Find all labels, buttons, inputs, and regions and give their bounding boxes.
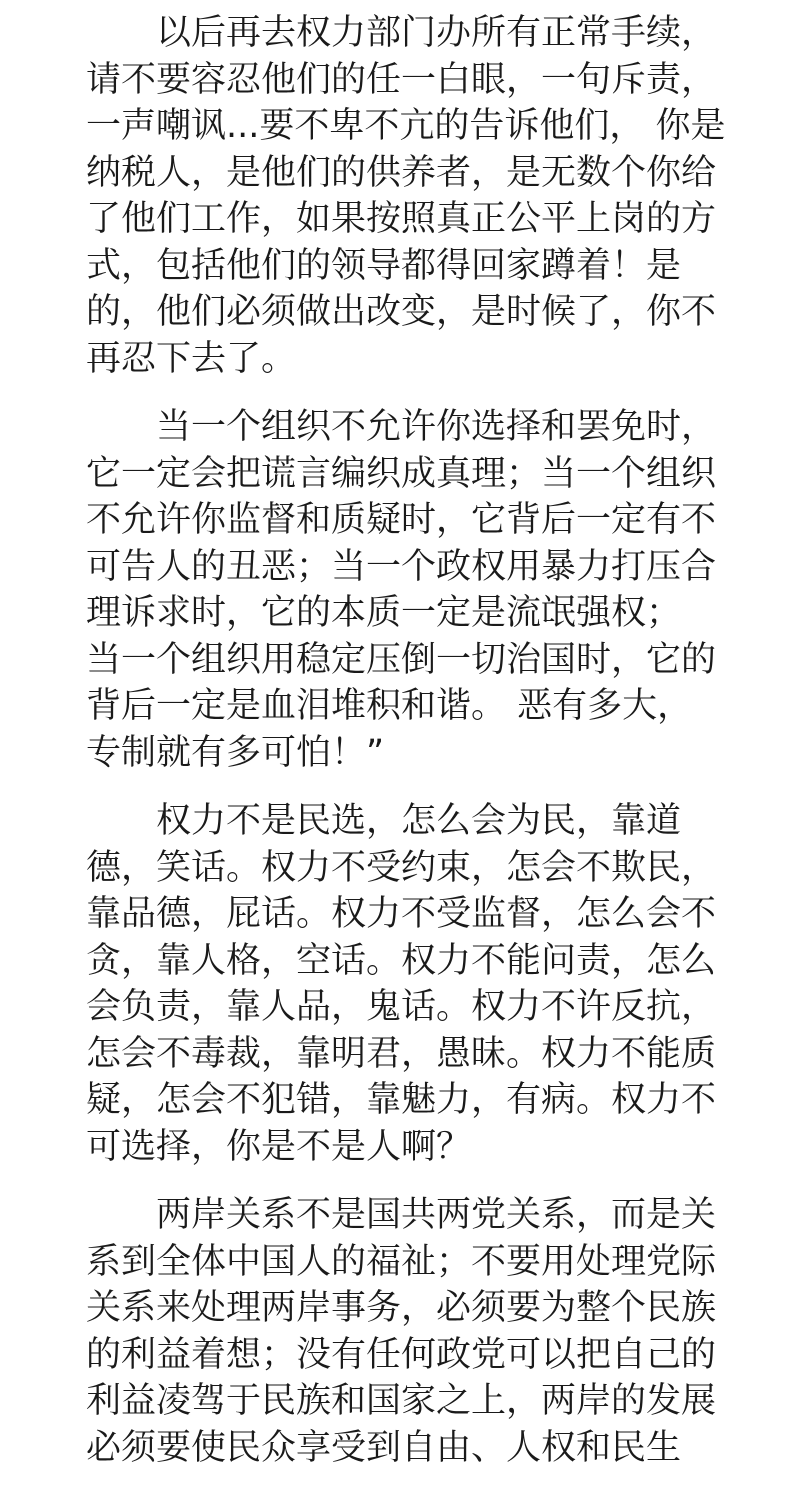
text-line: 请不要容忍他们的任一白眼，一句斥责， [86, 59, 717, 100]
reader-page [86, 10, 736, 1493]
text-line: 德，笑话。权力不受约束，怎会不欺民， [86, 847, 717, 888]
paragraph-2 [86, 404, 736, 776]
text-line: 靠品德，屁话。权力不受监督，怎么会不 [86, 894, 717, 934]
text-line: 了他们工作，如果按照真正公平上岗的方 [86, 199, 717, 239]
text-line: 两岸关系不是国共两党关系，而是关 [156, 1195, 717, 1235]
text-line: 可告人的丑恶；当一个政权用暴力打压合 [86, 546, 717, 587]
text-line: 以后再去权力部门办所有正常手续， [156, 13, 717, 53]
text-line: 贪，靠人格，空话。权力不能问责，怎么 [86, 940, 717, 981]
text-line: 背后一定是血泪堆积和谐。 恶有多大， [86, 686, 693, 726]
text-line: 的利益着想；没有任何政党可以把自己的 [86, 1334, 717, 1375]
text-line: 利益凌驾于民族和国家之上，两岸的发展 [86, 1381, 717, 1421]
text-line: 怎会不毒裁，靠明君，愚昧。权力不能质 [86, 1033, 717, 1074]
text-line: 会负责，靠人品，鬼话。权力不许反抗， [86, 987, 717, 1027]
text-line: 关系来处理两岸事务，必须要为整个民族 [86, 1288, 717, 1328]
text-line: 不允许你监督和质疑时，它背后一定有不 [86, 500, 717, 540]
text-line: 系到全体中国人的福祉；不要用处理党际 [86, 1241, 717, 1282]
text-line: 必须要使民众享受到自由、人权和民生 [86, 1427, 682, 1468]
text-line: 再忍下去了。 [86, 338, 297, 379]
paragraph-4 [86, 1192, 736, 1471]
text-line: 专制就有多可怕！” [86, 732, 385, 773]
paragraph-3 [86, 798, 736, 1170]
text-line: 可选择，你是不是人啊？ [86, 1126, 472, 1167]
text-line: 当一个组织用稳定压倒一切治国时，它的 [86, 639, 717, 680]
paragraph-1 [86, 10, 736, 382]
text-line: 一声嘲讽...要不卑不亢的告诉他们， 你是 [86, 106, 726, 146]
text-line: 当一个组织不允许你选择和罢免时， [156, 407, 717, 447]
text-line: 的，他们必须做出改变，是时候了，你不 [86, 292, 717, 332]
text-line: 它一定会把谎言编织成真理；当一个组织 [86, 453, 717, 494]
text-line: 式，包括他们的领导都得回家蹲着！是 [86, 245, 682, 286]
text-line: 权力不是民选，怎么会为民，靠道 [156, 801, 682, 841]
text-line: 疑，怎会不犯错，靠魅力，有病。权力不 [86, 1080, 717, 1120]
text-line: 纳税人，是他们的供养者，是无数个你给 [86, 152, 717, 193]
text-line: 理诉求时，它的本质一定是流氓强权； [86, 593, 682, 633]
